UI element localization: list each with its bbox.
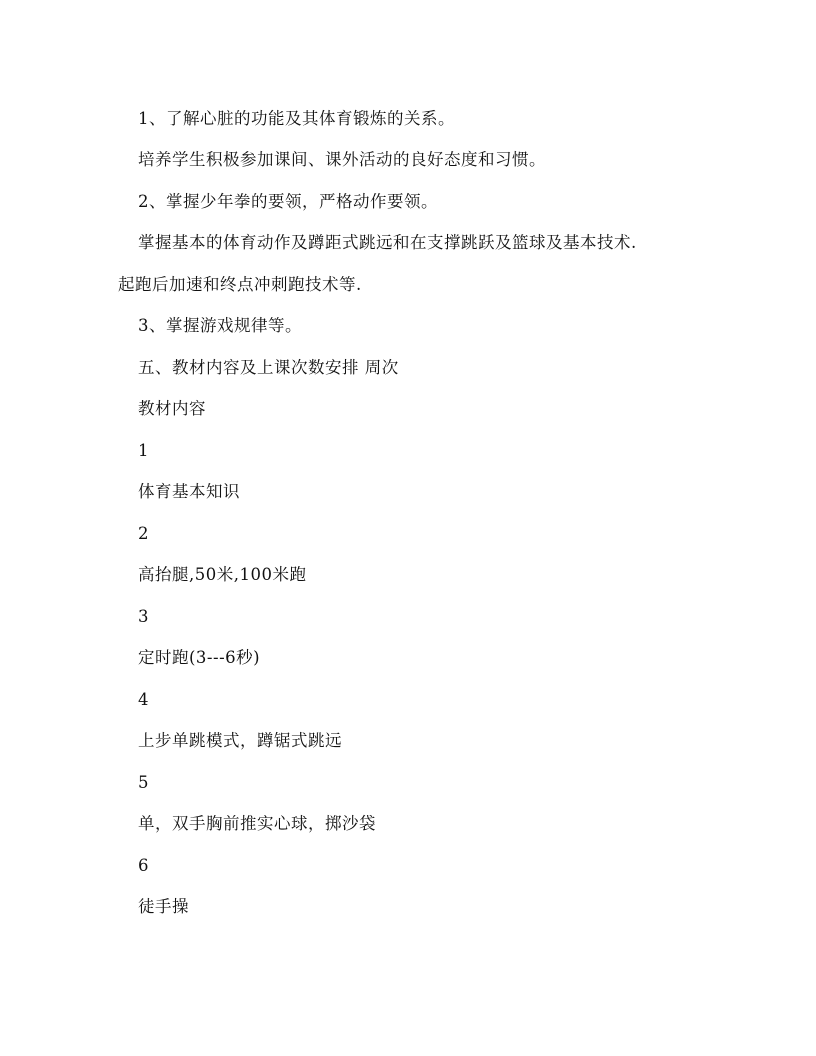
week-number: 5 [138,773,149,792]
week-content: 高抬腿,50米,100米跑 [138,565,307,584]
week-number: 4 [138,690,149,709]
week-content: 定时跑(3---6秒) [138,648,261,667]
week-content: 单，双手胸前推实心球，掷沙袋 [138,814,376,833]
objective-2-detail-continued: 起跑后加速和终点冲刺跑技术等. [118,275,362,294]
week-content: 上步单跳模式，蹲锯式跳远 [138,731,342,750]
column-heading: 教材内容 [138,399,206,418]
objective-2: 2、掌握少年拳的要领，严格动作要领。 [138,192,438,211]
objective-1-detail: 培养学生积极参加课间、课外活动的良好态度和习惯。 [138,150,546,169]
week-number: 3 [138,607,149,626]
week-number: 2 [138,524,149,543]
week-number: 6 [138,856,149,875]
week-content: 徒手操 [138,897,189,916]
week-number: 1 [138,441,149,460]
week-content: 体育基本知识 [138,482,240,501]
objective-3: 3、掌握游戏规律等。 [138,316,302,335]
objective-2-detail: 掌握基本的体育动作及蹲距式跳远和在支撑跳跃及篮球及基本技术. [138,233,637,252]
objective-1: 1、了解心脏的功能及其体育锻炼的关系。 [138,109,455,128]
section-heading: 五、教材内容及上课次数安排 周次 [138,358,399,377]
